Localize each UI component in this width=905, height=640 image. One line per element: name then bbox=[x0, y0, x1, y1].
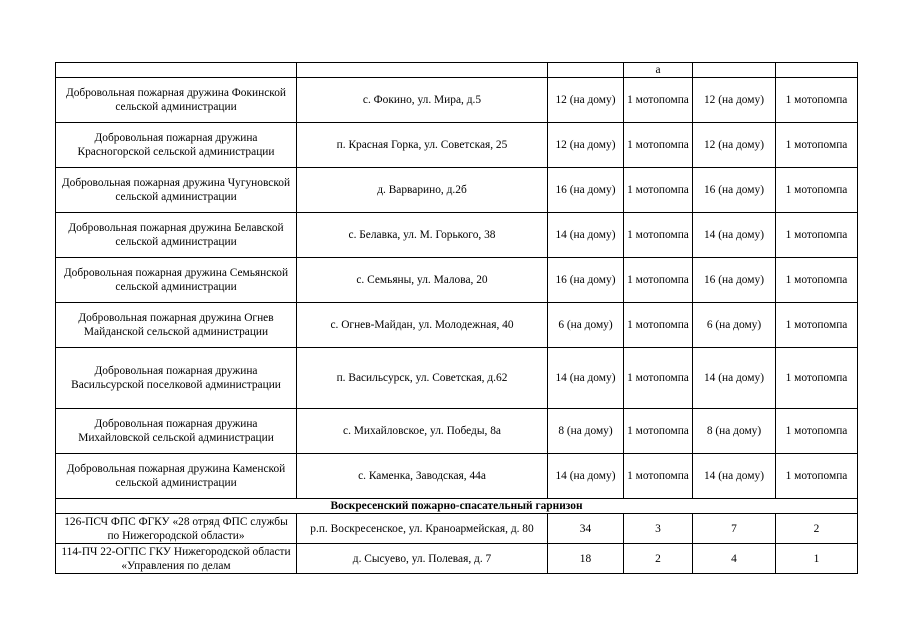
cell-name: Добровольная пожарная дружина Семьянской сельской администрации bbox=[56, 258, 297, 303]
table-row bbox=[56, 544, 858, 574]
cell-name: Добровольная пожарная дружина Белавской сельской администрации bbox=[56, 213, 297, 258]
cell-address: р.п. Воскресенское, ул. Краноармейская, д. 80 bbox=[297, 514, 548, 544]
cell-col5: 7 bbox=[693, 514, 776, 544]
cell-col4: 1 мотопомпа bbox=[624, 213, 693, 258]
cell-address: п. Красная Горка, ул. Советская, 25 bbox=[297, 123, 548, 168]
cell-col4: а bbox=[624, 63, 693, 78]
cell-address: п. Васильсурск, ул. Советская, д.62 bbox=[297, 348, 548, 409]
cell-col3: 8 (на дому) bbox=[548, 409, 624, 454]
cell-col3: 16 (на дому) bbox=[548, 168, 624, 213]
cell-col5: 12 (на дому) bbox=[693, 78, 776, 123]
cell-col5: 6 (на дому) bbox=[693, 303, 776, 348]
cell-col6: 1 bbox=[776, 544, 858, 574]
cell-address: д. Сысуево, ул. Полевая, д. 7 bbox=[297, 544, 548, 574]
cell-address: с. Белавка, ул. М. Горького, 38 bbox=[297, 213, 548, 258]
table-row bbox=[56, 303, 858, 348]
cell-col3: 12 (на дому) bbox=[548, 78, 624, 123]
cell-col3: 14 (на дому) bbox=[548, 348, 624, 409]
table-row bbox=[56, 258, 858, 303]
cell-address: д. Варварино, д.2б bbox=[297, 168, 548, 213]
cell-col6: 1 мотопомпа bbox=[776, 78, 858, 123]
cell-col5: 14 (на дому) bbox=[693, 213, 776, 258]
table-row bbox=[56, 168, 858, 213]
table-row bbox=[56, 409, 858, 454]
cell-col6: 1 мотопомпа bbox=[776, 454, 858, 499]
cell-col4: 1 мотопомпа bbox=[624, 454, 693, 499]
cell-col6: 1 мотопомпа bbox=[776, 348, 858, 409]
cell-name: Добровольная пожарная дружина Красногорской сельской администрации bbox=[56, 123, 297, 168]
cell-col3: 16 (на дому) bbox=[548, 258, 624, 303]
cell-col4: 2 bbox=[624, 544, 693, 574]
cell-col4: 1 мотопомпа bbox=[624, 348, 693, 409]
garrison-table bbox=[55, 62, 858, 574]
section-title: Воскресенский пожарно-спасательный гарнизон bbox=[56, 499, 858, 514]
cell-col6: 1 мотопомпа bbox=[776, 213, 858, 258]
cell-col5 bbox=[693, 63, 776, 78]
cell-col3 bbox=[548, 63, 624, 78]
cell-col5: 8 (на дому) bbox=[693, 409, 776, 454]
cell-address: с. Михайловское, ул. Победы, 8а bbox=[297, 409, 548, 454]
table-row bbox=[56, 514, 858, 544]
cell-address bbox=[297, 63, 548, 78]
cell-col5: 14 (на дому) bbox=[693, 454, 776, 499]
cell-col4: 3 bbox=[624, 514, 693, 544]
cell-col3: 12 (на дому) bbox=[548, 123, 624, 168]
cell-col4: 1 мотопомпа bbox=[624, 409, 693, 454]
cell-col6: 2 bbox=[776, 514, 858, 544]
cell-name bbox=[56, 63, 297, 78]
cell-col6: 1 мотопомпа bbox=[776, 409, 858, 454]
cell-col3: 18 bbox=[548, 544, 624, 574]
cell-name: 114-ПЧ 22-ОГПС ГКУ Нижегородской области «Управления по делам bbox=[56, 544, 297, 574]
table-row bbox=[56, 348, 858, 409]
cell-col6 bbox=[776, 63, 858, 78]
table-row bbox=[56, 213, 858, 258]
cell-col4: 1 мотопомпа bbox=[624, 78, 693, 123]
cell-col4: 1 мотопомпа bbox=[624, 123, 693, 168]
cell-name: Добровольная пожарная дружина Каменской сельской администрации bbox=[56, 454, 297, 499]
cell-col6: 1 мотопомпа bbox=[776, 123, 858, 168]
cell-col3: 14 (на дому) bbox=[548, 454, 624, 499]
cell-col6: 1 мотопомпа bbox=[776, 168, 858, 213]
cell-col4: 1 мотопомпа bbox=[624, 258, 693, 303]
cell-col4: 1 мотопомпа bbox=[624, 303, 693, 348]
cell-name: Добровольная пожарная дружина Огнев Майданской сельской администрации bbox=[56, 303, 297, 348]
cell-col5: 14 (на дому) bbox=[693, 348, 776, 409]
cell-col5: 12 (на дому) bbox=[693, 123, 776, 168]
cell-address: с. Семьяны, ул. Малова, 20 bbox=[297, 258, 548, 303]
cell-col5: 16 (на дому) bbox=[693, 258, 776, 303]
cell-col6: 1 мотопомпа bbox=[776, 258, 858, 303]
cell-name: 126-ПСЧ ФПС ФГКУ «28 отряд ФПС службы по Нижегородской области» bbox=[56, 514, 297, 544]
cell-col5: 16 (на дому) bbox=[693, 168, 776, 213]
cell-col4: 1 мотопомпа bbox=[624, 168, 693, 213]
cell-col3: 14 (на дому) bbox=[548, 213, 624, 258]
cell-name: Добровольная пожарная дружина Михайловской сельской администрации bbox=[56, 409, 297, 454]
table-row bbox=[56, 78, 858, 123]
cell-name: Добровольная пожарная дружина Чугуновской сельской администрации bbox=[56, 168, 297, 213]
cell-col5: 4 bbox=[693, 544, 776, 574]
cell-name: Добровольная пожарная дружина Васильсурской поселковой администрации bbox=[56, 348, 297, 409]
cell-address: с. Фокино, ул. Мира, д.5 bbox=[297, 78, 548, 123]
table-row-continuation bbox=[56, 63, 858, 78]
table-row bbox=[56, 123, 858, 168]
cell-name: Добровольная пожарная дружина Фокинской сельской администрации bbox=[56, 78, 297, 123]
cell-col3: 34 bbox=[548, 514, 624, 544]
cell-address: с. Каменка, Заводская, 44а bbox=[297, 454, 548, 499]
table-row bbox=[56, 454, 858, 499]
cell-col6: 1 мотопомпа bbox=[776, 303, 858, 348]
cell-col3: 6 (на дому) bbox=[548, 303, 624, 348]
cell-address: с. Огнев-Майдан, ул. Молодежная, 40 bbox=[297, 303, 548, 348]
section-header-row bbox=[56, 499, 858, 514]
